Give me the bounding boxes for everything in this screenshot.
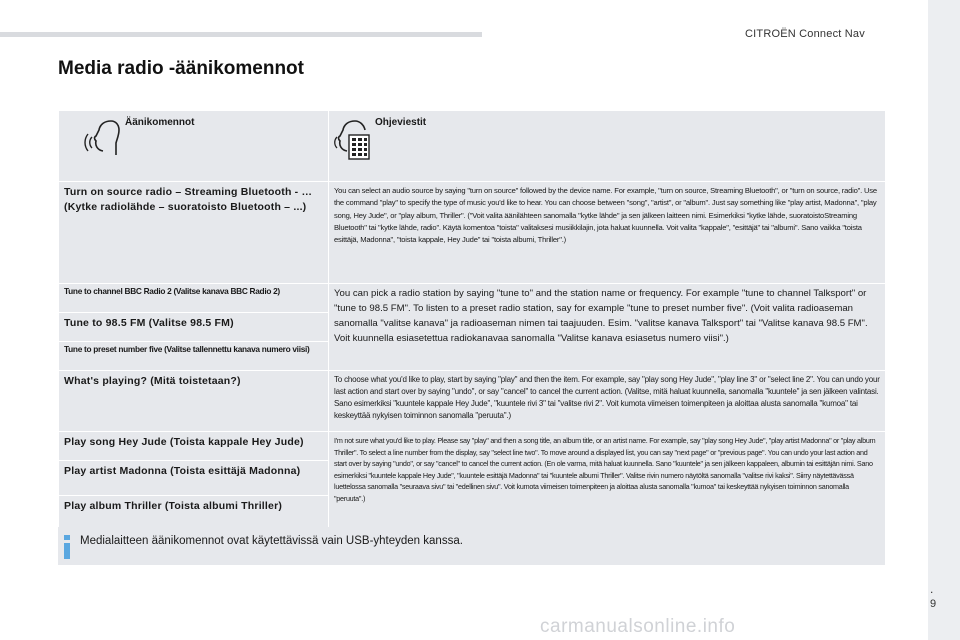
- header-rule: [0, 32, 482, 37]
- command-cell: Tune to 98.5 FM (Valitse 98.5 FM): [59, 313, 329, 342]
- command-cell: Turn on source radio – Streaming Bluetooth - … (Kytke radiolähde – suoratoisto Bluetooth – ...): [59, 182, 329, 284]
- page-marker: .: [930, 582, 934, 596]
- column-header-help: [329, 111, 886, 182]
- command-cell: Play album Thriller (Toista albumi Thriller): [59, 496, 329, 531]
- table-row: [59, 284, 886, 313]
- table-row: [59, 182, 886, 284]
- help-cell: You can select an audio source by saying "turn on source" followed by the device name. For example, "turn on source, Streaming Bluetooth", or "turn on source, radio". Use the command "play" to specify the type of music you'd like to hear. You can choose between "song", "artist", or "album". Just say something like "play artist, Madonna", "play song, Hey Jude", or "play album, Thriller". ("Voit valita äänilähteen sanomalla "kytke lähde" ja sen jälkeen laitteen nimi. Esimerkiksi "kytke lähde, suoratoistoStreaming Bluetooth" tai "kytke lähde, radio". Käytä komentoa "toista" valitaksesi musiikkilajin, jota haluat kuunnella. Voit valita "kappale", "esittäjä" tai "albumi". Sano vaikka "toista esittäjä, Madonna", "toista kappale, Hey Jude" tai "toista albumi, Thriller".): [329, 182, 886, 284]
- command-cell: Tune to preset number five (Valitse tallennettu kanava numero viisi): [59, 342, 329, 371]
- info-note-text: Medialaitteen äänikomennot ovat käytettävissä vain USB-yhteyden kanssa.: [80, 535, 463, 547]
- column-header-commands: [59, 111, 329, 182]
- column-header-commands-label: Äänikomennot: [125, 117, 195, 128]
- watermark: carmanualsonline.info: [540, 616, 736, 637]
- brand-header: CITROËN Connect Nav: [745, 28, 865, 40]
- command-cell: Tune to channel BBC Radio 2 (Valitse kanava BBC Radio 2): [59, 284, 329, 313]
- help-cell: You can pick a radio station by saying "tune to" and the station name or frequency. For example "tune to channel Talksport" or "tune to 98.5 FM". To listen to a preset radio station, say for example "tune to preset number five". (Voit valita radioaseman sanomalla "valitse kanava" ja radioaseman nimen tai taajuuden. Esim. "valitse kanava Talksport" tai "Valitse kanava 98.5 FM". Voit kuunnella esiasetettua radiokanavaa sanomalla "Valitse kanava esiasetus numero viisi".): [329, 284, 886, 371]
- speaking-head-keypad-icon: [331, 117, 371, 163]
- table-row: [59, 432, 886, 461]
- command-cell: Play artist Madonna (Toista esittäjä Madonna): [59, 461, 329, 496]
- info-note: [58, 527, 885, 565]
- info-icon: [64, 535, 70, 559]
- table-row: [59, 371, 886, 432]
- command-cell: Play song Hey Jude (Toista kappale Hey Jude): [59, 432, 329, 461]
- help-cell: I'm not sure what you'd like to play. Please say "play" and then a song title, an album title, or an artist name. For example, say "play song Hey Jude", "play artist Madonna" or "play album Thriller". To select a line number from the display, say "select line two". To move around a displayed list, you can say "next page" or "previous page". You can undo your last action and start over by saying "undo", or say "cancel" to cancel the current action. (En ole varma, mitä haluat kuunnella. Sano "kuuntele" ja sen jälkeen kappaleen, albumin tai esittäjän nimi. Sano esimerkiksi "kuuntele kappale Hey Jude", "kuuntele esittäjä Madonna" tai "kuuntele albumi Thriller". Valitse rivin numero näytöltä sanomalla "valitse rivi kaksi". Siirry näytettävässä luettelossa sanomalla "seuraava sivu" tai "edellinen sivu". Voit kumota viimeisen toimenpiteen ja aloittaa alusta sanomalla "kumoa" tai keskeyttää nykyisen toiminnon sanomalla "peruuta".): [329, 432, 886, 531]
- voice-commands-table: [58, 110, 886, 531]
- column-header-help-label: Ohjeviestit: [375, 117, 427, 128]
- command-cell: What's playing? (Mitä toistetaan?): [59, 371, 329, 432]
- speaking-head-icon: [83, 117, 121, 159]
- page-title: Media radio -äänikomennot: [58, 58, 304, 79]
- help-cell: To choose what you'd like to play, start by saying "play" and then the item. For example, say "play song Hey Jude", "play line 3" or "select line 2". You can undo your last action and start over by saying "undo", or say "cancel" to cancel the current action. (Valitse, mitä haluat kuunnella, sanomalla "kuuntele" ja sen jälkeen valintasi. Sano esimerkiksi "kuuntele kappale Hey Jude", "kuuntele rivi 3" tai "valitse rivi 2". Voit kumota viimeisen toimenpiteen ja aloittaa alusta sanomalla "kumoa" tai keskeyttää nykyisen toiminnon sanomalla "peruuta".): [329, 371, 886, 432]
- page-number: 9: [930, 598, 937, 610]
- page-edge-stripe: [928, 0, 960, 640]
